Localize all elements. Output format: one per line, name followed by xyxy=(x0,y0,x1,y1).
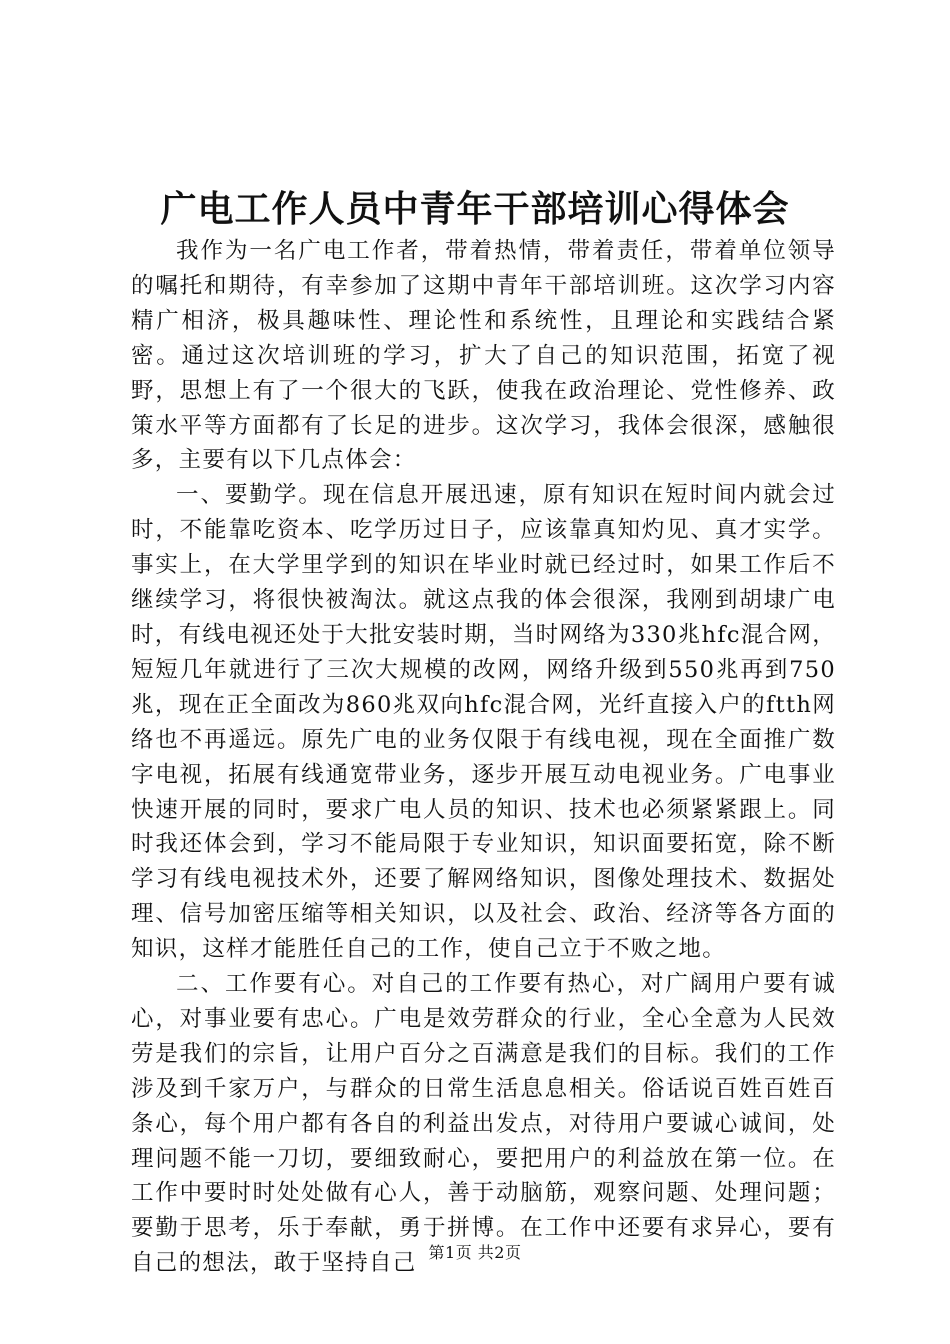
paragraph-point-two: 二、工作要有心。对自己的工作要有热心，对广阔用户要有诚心，对事业要有忠心。广电是效劳群众的行业，全心全意为人民效劳是我们的宗旨，让用户百分之百满意是我们的目标。我们的工作涉及到千家万户，与群众的日常生活息息相关。俗话说百姓百姓百条心，每个用户都有各自的利益出发点，对待用户要诚心诚间，处理问题不能一刀切，要细致耐心，要把用户的利益放在第一位。在工作中要时时处处做有心人，善于动脑筋，观察问题、处理问题；要勤于思考，乐于奉献，勇于拼博。在工作中还要有求异心，要有自己的想法，敢于坚持自己 xyxy=(131,971,836,1277)
paragraph-point-one: 一、要勤学。现在信息开展迅速，原有知识在短时间内就会过时，不能靠吃资本、吃学历过日子，应该靠真知灼见、真才实学。事实上，在大学里学到的知识在毕业时就已经过时，如果工作后不继续学习，将很快被淘汰。就这点我的体会很深，我刚到胡埭广电时，有线电视还处于大批安装时期，当时网络为330兆hfc混合网，短短几年就进行了三次大规模的改网，网络升级到550兆再到750兆，现在正全面改为860兆双向hfc混合网，光纤直接入户的ftth网络也不再遥远。原先广电的业务仅限于有线电视，现在全面推广数字电视，拓展有线通宽带业务，逐步开展互动电视业务。广电事业快速开展的同时，要求广电人员的知识、技术也必须紧紧跟上。同时我还体会到，学习不能局限于专业知识，知识面要拓宽，除不断学习有线电视技术外，还要了解网络知识，图像处理技术、数据处理、信号加密压缩等相关知识，以及社会、政治、经济等各方面的知识，这样才能胜任自己的工作，使自己立于不败之地。 xyxy=(131,482,836,963)
document-title: 广电工作人员中青年干部培训心得体会 xyxy=(160,188,790,230)
document-body xyxy=(131,234,836,1281)
page-number-footer: 第1页 共2页 xyxy=(428,1243,522,1262)
paragraph-intro: 我作为一名广电工作者，带着热情，带着责任，带着单位领导的嘱托和期待，有幸参加了这期中青年干部培训班。这次学习内容精广相济，极具趣味性、理论性和系统性，且理论和实践结合紧密。通过这次培训班的学习，扩大了自己的知识范围，拓宽了视野，思想上有了一个很大的飞跃，使我在政治理论、党性修养、政策水平等方面都有了长足的进步。这次学习，我体会很深，感触很多，主要有以下几点体会： xyxy=(131,238,836,474)
